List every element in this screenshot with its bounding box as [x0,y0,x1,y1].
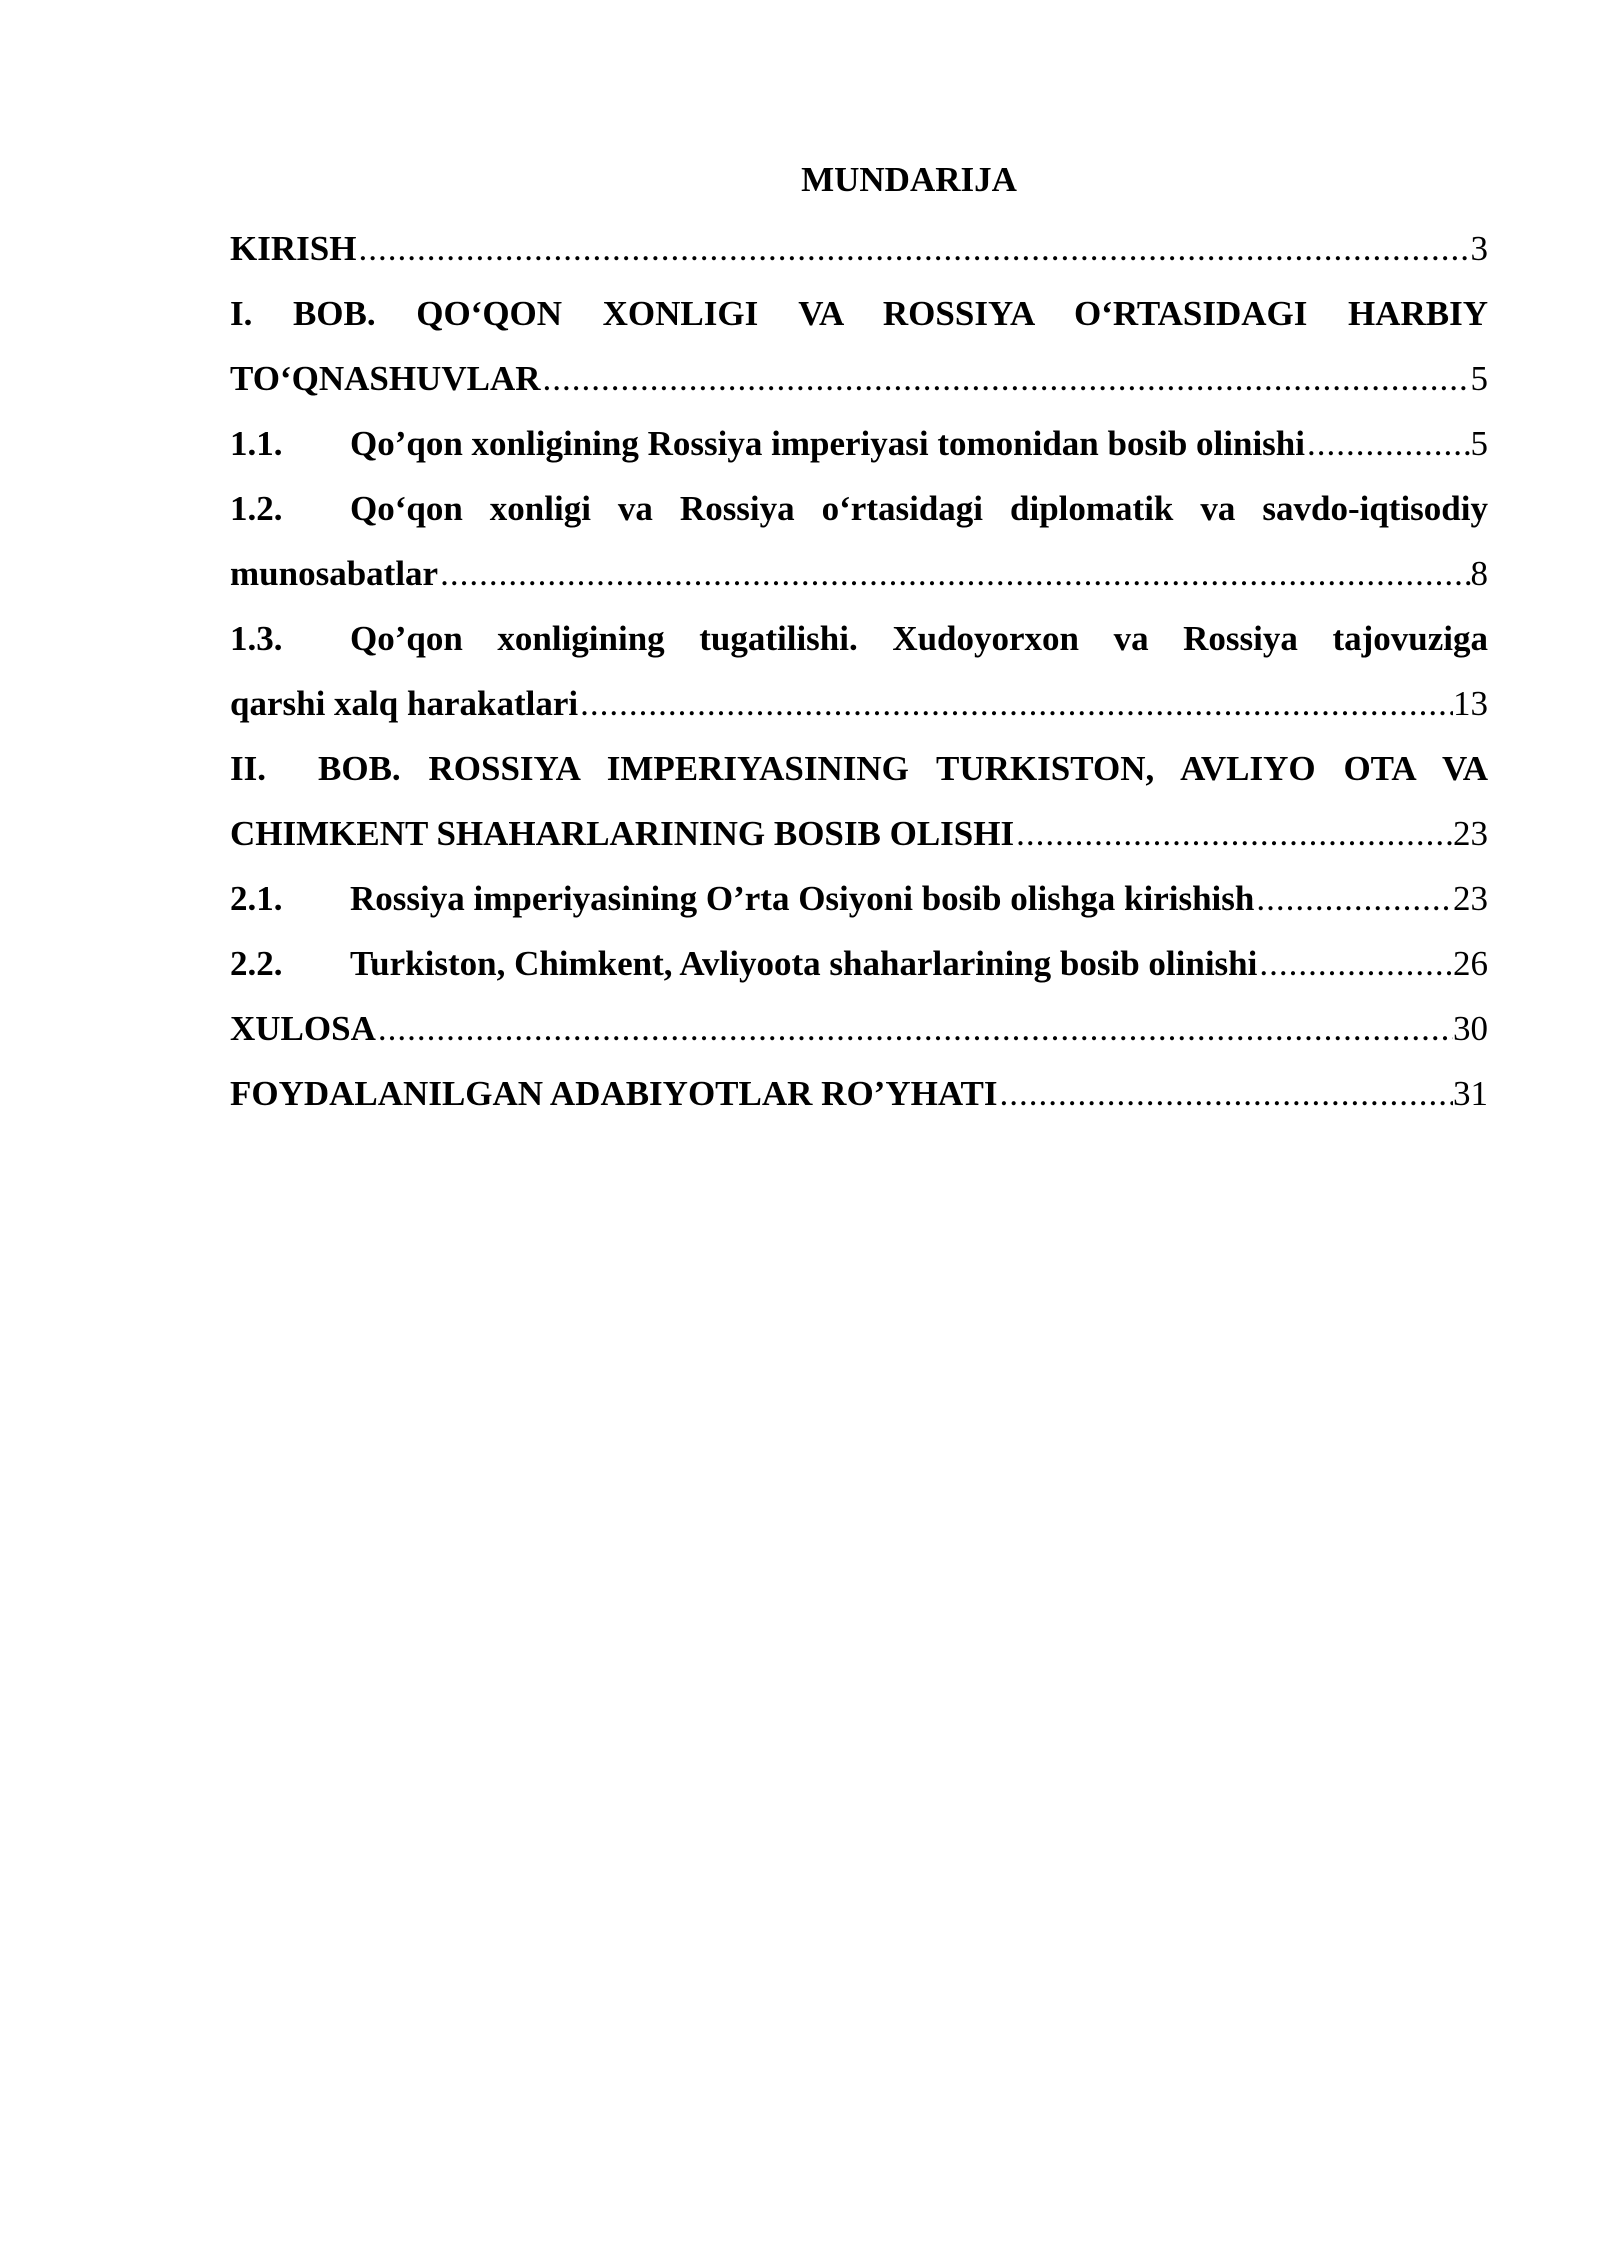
toc-page-number: 23 [1453,879,1488,918]
toc-entry-section-2-1[interactable] [230,866,1488,931]
section-number: 2.1. [230,879,283,918]
toc-entry-chapter-2[interactable] [230,801,1488,866]
toc-entry-label: qarshi xalq harakatlari [230,684,579,723]
toc-entry-label: Qo‘qon xonligi va Rossiya o‘rtasidagi diplomatik va savdo-iqtisodiy [350,489,1488,528]
toc-entry-heading [230,411,1305,476]
toc-page-number: 13 [1453,684,1488,723]
section-number: 1.1. [230,424,283,463]
toc-entry-references[interactable] [230,1061,1488,1126]
toc-page-number: 30 [1453,1009,1488,1048]
toc-page-number: 8 [1470,554,1488,593]
toc-entry-label: KIRISH [230,229,357,268]
toc-title: MUNDARIJA [801,160,1017,199]
toc-entry-label: Qo’qon xonligining Rossiya imperiyasi tomonidan bosib olinishi [350,424,1305,463]
toc-entry-section-1-1[interactable] [230,411,1488,476]
toc-entry-xulosa[interactable] [230,996,1488,1061]
dot-leader [356,216,1470,281]
toc-entry-heading [230,931,1257,996]
toc-entry-label: TO‘QNASHUVLAR [230,359,541,398]
section-number: 1.3. [230,619,283,658]
dot-leader [1257,931,1453,996]
dot-leader [997,1061,1453,1126]
toc-page-number: 26 [1453,944,1488,983]
dot-leader [1254,866,1453,931]
toc-entry-chapter-2-line-1[interactable] [230,736,1488,801]
chapter-number: II. [230,749,266,788]
dot-leader [578,671,1453,736]
toc-entry-chapter-1-line-1[interactable]: I. BOB. QO‘QON XONLIGI VA ROSSIYA O‘RTASIDAGI HARBIY [230,294,1488,333]
toc-page-number: 31 [1453,1074,1488,1113]
toc-page-number: 3 [1470,229,1488,268]
toc-entry-kirish[interactable] [230,216,1488,281]
toc-entry-label: munosabatlar [230,554,439,593]
dot-leader [438,541,1470,606]
toc-page-number: 5 [1470,424,1488,463]
toc-entry-section-1-3-line-1[interactable] [230,606,1488,671]
toc-entry-label: Turkiston, Chimkent, Avliyoota shaharlarining bosib olinishi [350,944,1258,983]
toc-entry-heading [230,866,1254,931]
section-number: 1.2. [230,489,283,528]
toc-page-number: 5 [1470,359,1488,398]
toc-entry-label: Qo’qon xonligining tugatilishi. Xudoyorxon va Rossiya tajovuziga [350,619,1488,658]
toc-entry-section-2-2[interactable] [230,931,1488,996]
toc-entry-label: CHIMKENT SHAHARLARINING BOSIB OLISHI [230,814,1015,853]
toc-entry-section-1-2[interactable] [230,541,1488,606]
toc-entry-label: Rossiya imperiyasining O’rta Osiyoni bosib olishga kirishish [350,879,1255,918]
section-number: 2.2. [230,944,283,983]
dot-leader [541,346,1471,411]
dot-leader [1305,411,1471,476]
dot-leader [376,996,1453,1061]
toc-entry-label: BOB. ROSSIYA IMPERIYASINING TURKISTON, AVLIYO OTA VA [318,749,1488,788]
toc-entry-section-1-2-line-1[interactable] [230,476,1488,541]
dot-leader [1014,801,1453,866]
document-page [230,150,1488,1126]
toc-entry-section-1-3[interactable] [230,671,1488,736]
toc-entry-label: FOYDALANILGAN ADABIYOTLAR RO’YHATI [230,1074,998,1113]
toc-page-number: 23 [1453,814,1488,853]
toc-entry-chapter-1[interactable] [230,346,1488,411]
toc-entry-label: XULOSA [230,1009,376,1048]
